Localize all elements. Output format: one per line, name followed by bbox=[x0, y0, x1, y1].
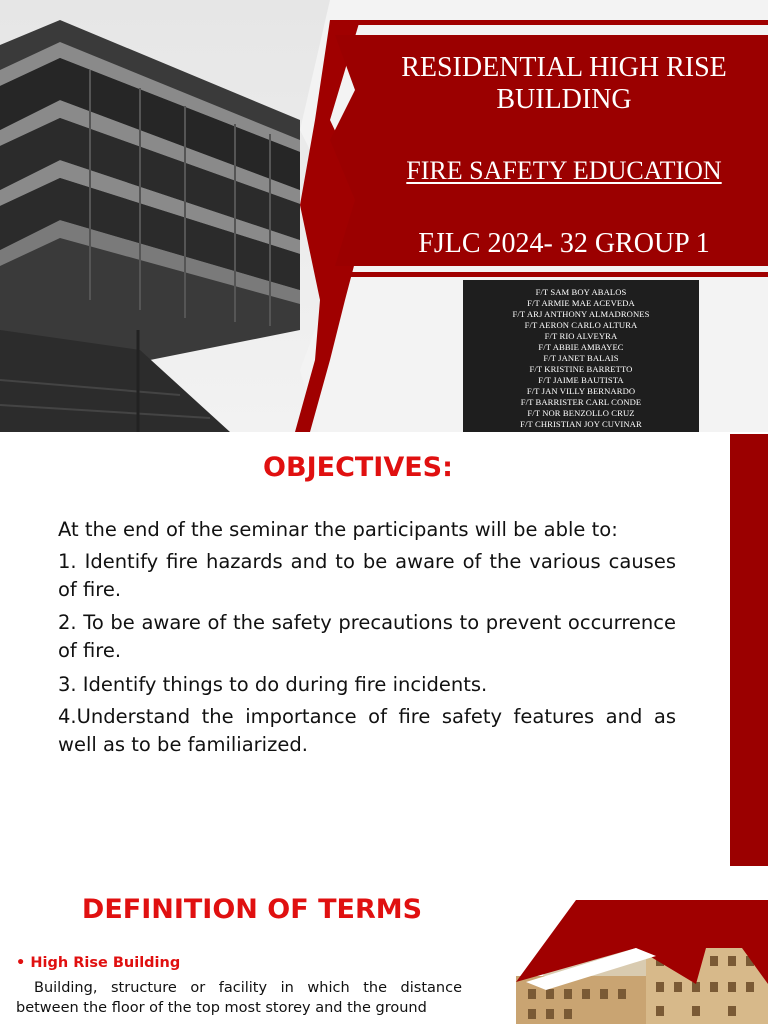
apartment-photo bbox=[506, 894, 768, 1024]
cover-title: RESIDENTIAL HIGH RISE BUILDING bbox=[401, 52, 727, 115]
definitions-title: DEFINITION OF TERMS bbox=[81, 894, 423, 925]
objective-item: 2. To be aware of the safety precautions to prevent occurrence of fire. bbox=[58, 611, 676, 662]
objective-item: 4.Understand the importance of fire safety features and as well as to be familiarized. bbox=[58, 705, 676, 756]
member-name: F/T NOR BENZOLLO CRUZ bbox=[527, 408, 635, 418]
term-label: High Rise Building bbox=[30, 955, 181, 971]
member-name: F/T RIO ALVEYRA bbox=[544, 331, 618, 341]
objective-item: 1. Identify fire hazards and to be aware of the various causes of fire. bbox=[58, 550, 676, 601]
definition-body: Building, structure or facility in which the distance between the floor of the top most storey and the ground bbox=[16, 980, 462, 1016]
member-name: F/T CHRISTIAN JOY CUVINAR bbox=[520, 419, 642, 429]
cover-subtitle: FIRE SAFETY EDUCATION bbox=[406, 156, 722, 185]
objective-item: 3. Identify things to do during fire incidents. bbox=[58, 673, 488, 696]
member-name: F/T SAM BOY ABALOS bbox=[535, 287, 627, 297]
red-side-bar bbox=[730, 434, 768, 866]
member-name: F/T ARJ ANTHONY ALMADRONES bbox=[512, 309, 650, 319]
member-name: F/T ARMIE MAE ACEVEDA bbox=[527, 298, 635, 308]
member-name: F/T JAIME BAUTISTA bbox=[538, 375, 624, 385]
definition-term bbox=[16, 955, 180, 971]
member-name: F/T JANET BALAIS bbox=[543, 353, 619, 363]
member-name: F/T BARRISTER CARL CONDE bbox=[520, 397, 642, 407]
cover-group: FJLC 2024- 32 GROUP 1 bbox=[418, 228, 710, 259]
member-name: F/T KRISTINE BARRETTO bbox=[529, 364, 633, 374]
objectives-title: OBJECTIVES: bbox=[263, 452, 453, 483]
member-name: F/T AERON CARLO ALTURA bbox=[524, 320, 638, 330]
definitions-slide bbox=[0, 894, 768, 1024]
objectives-intro: At the end of the seminar the participants will be able to: bbox=[58, 518, 618, 541]
members-list bbox=[463, 280, 699, 432]
cover-slide bbox=[0, 0, 768, 432]
objectives-slide bbox=[0, 432, 768, 894]
member-name: F/T ABBIE AMBAYEC bbox=[538, 342, 624, 352]
bullet: • bbox=[16, 955, 26, 971]
member-name: F/T JAN VILLY BERNARDO bbox=[526, 386, 636, 396]
